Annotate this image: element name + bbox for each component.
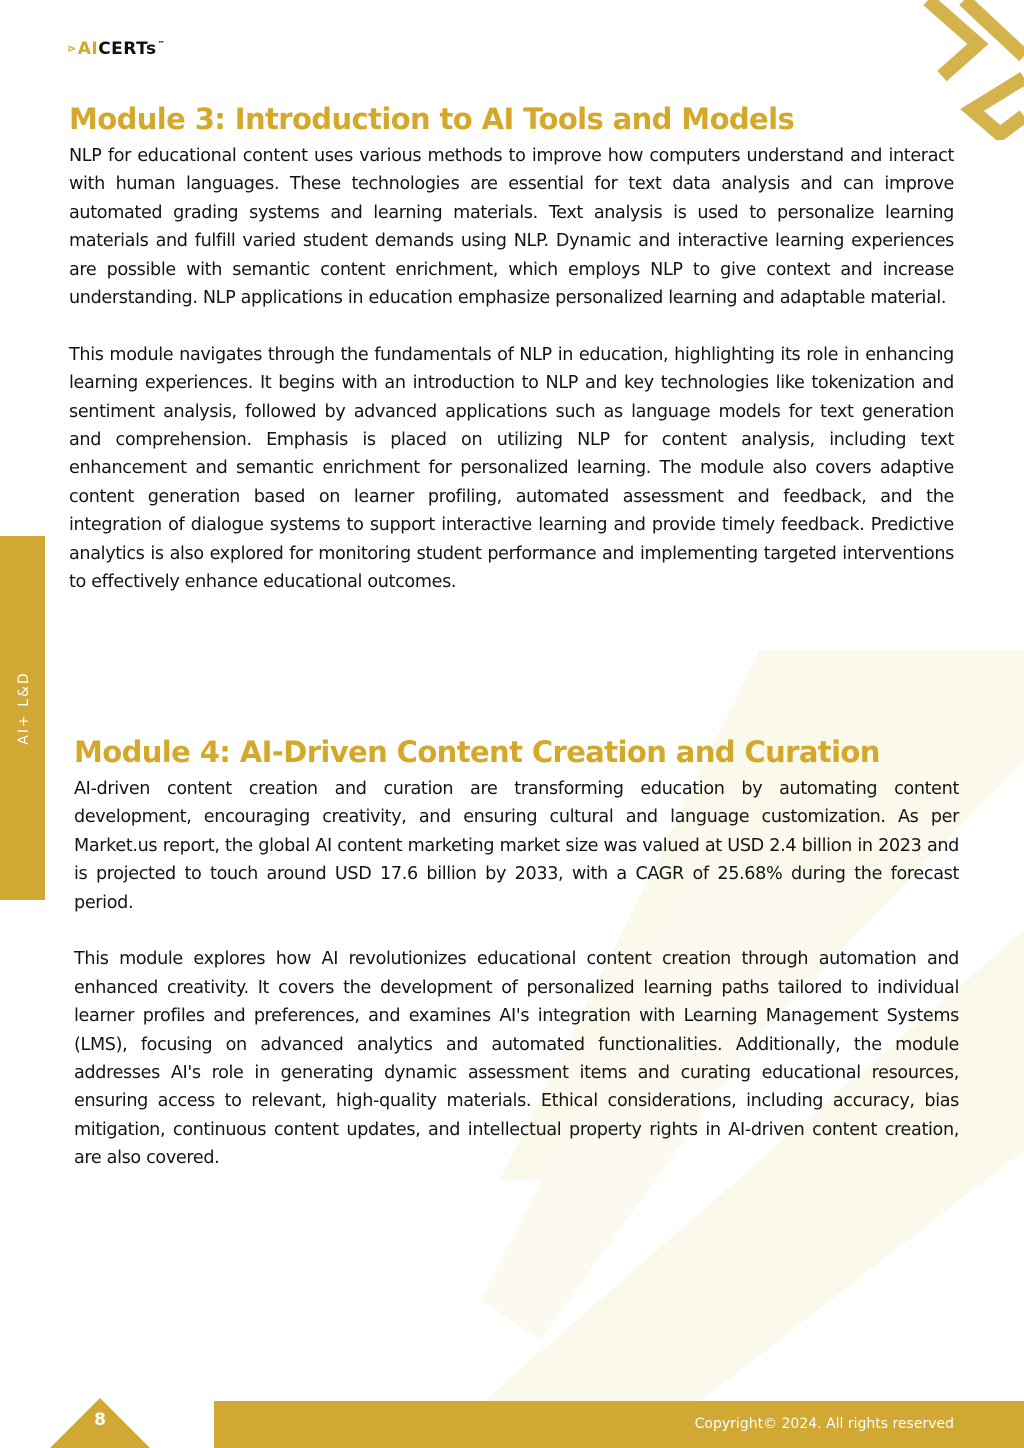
module-4-paragraph-1: AI-driven content creation and curation are transforming education by automating content development, encouraging creativity, and ensuring cultural and language customization. As per Market.us report, the global AI content marketing market size was valued at USD 2.4 billion in 2023 and is projected to touch around USD 17.6 billion by 2033, with a CAGR of 25.68% during the forecast period. <box>74 779 959 913</box>
module-4-section <box>74 733 959 1173</box>
logo-trademark: ™ <box>157 40 166 48</box>
module-4-title: Module 4: AI-Driven Content Creation and Curation <box>74 735 880 769</box>
logo-ai-text: AI <box>77 39 99 59</box>
module-3-title: Module 3: Introduction to AI Tools and Models <box>69 102 795 136</box>
side-tab-label: AI+ L&D <box>16 671 32 745</box>
footer-bar <box>214 1401 1024 1448</box>
module-4-paragraph-2: This module explores how AI revolutionizes educational content creation through automation and enhanced creativity. It covers the development of personalized learning paths tailored to individual learner profiles and preferences, and examines AI's integration with Learning Management Systems (LMS), focusing on advanced analytics and automated functionalities. Additionally, the module addresses AI's role in generating dynamic assessment items and curating educational resources, ensuring access to relevant, high-quality materials. Ethical considerations, including accuracy, bias mitigation, continuous content updates, and intellectual property rights in AI-driven content creation, are also covered. <box>74 949 959 1169</box>
page-number: 8 <box>94 1410 106 1430</box>
module-3-paragraph-1: NLP for educational content uses various methods to improve how computers understand and interact with human languages. These technologies are essential for text data analysis and can improve automated grading systems and learning materials. Text analysis is used to personalize learning materials and fulfill varied student demands using NLP. Dynamic and interactive learning experiences are possible with semantic content enrichment, which employs NLP to give context and increase understanding. NLP applications in education emphasize personalized learning and adaptable material. <box>69 146 954 309</box>
module-3-paragraph-2: This module navigates through the fundamentals of NLP in education, highlighting its role in enhancing learning experiences. It begins with an introduction to NLP and key technologies like tokenization and sentiment analysis, followed by advanced applications such as language models for text generation and comprehension. Emphasis is placed on utilizing NLP for content analysis, including text enhancement and semantic enrichment for personalized learning. The module also covers adaptive content generation based on learner profiling, automated assessment and feedback, and the integration of dialogue systems to support interactive learning and provide timely feedback. Predictive analytics is also explored for monitoring student performance and implementing targeted interventions to effectively enhance educational outcomes. <box>69 344 954 593</box>
logo-certs-text: CERTs <box>98 39 157 59</box>
module-3-section <box>69 100 954 596</box>
footer-copyright: Copyright© 2024. All rights reserved <box>694 1416 954 1432</box>
brand-logo <box>67 39 165 59</box>
logo-mark-icon: ⋗ <box>67 42 77 55</box>
